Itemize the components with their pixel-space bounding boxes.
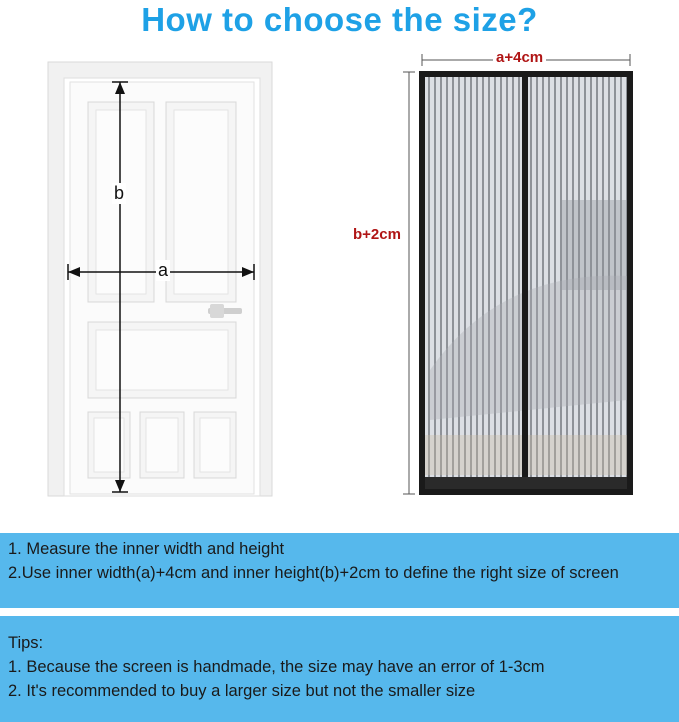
screen-height-line — [403, 72, 415, 494]
door-width-label: a — [158, 260, 169, 280]
size-diagram — [0, 40, 679, 520]
screen-height-label: b+2cm — [353, 226, 401, 243]
diagram-graphic — [0, 40, 679, 520]
tip-item-2: 2. It's recommended to buy a larger size but not the smaller size — [8, 682, 476, 700]
page-title: How to choose the size? — [141, 1, 538, 38]
tip-item-1: 1. Because the screen is handmade, the size may have an error of 1-3cm — [8, 658, 545, 676]
instruction-step-2: 2.Use inner width(a)+4cm and inner height(b)+2cm to define the right size of screen — [8, 564, 619, 582]
instructions-panel — [0, 533, 679, 608]
tips-panel — [0, 616, 679, 722]
tips-heading: Tips: — [8, 634, 44, 652]
instruction-step-1: 1. Measure the inner width and height — [8, 540, 285, 558]
screen-width-label: a+4cm — [493, 49, 546, 66]
screen-illustration — [419, 71, 633, 495]
door-height-label: b — [114, 183, 125, 203]
